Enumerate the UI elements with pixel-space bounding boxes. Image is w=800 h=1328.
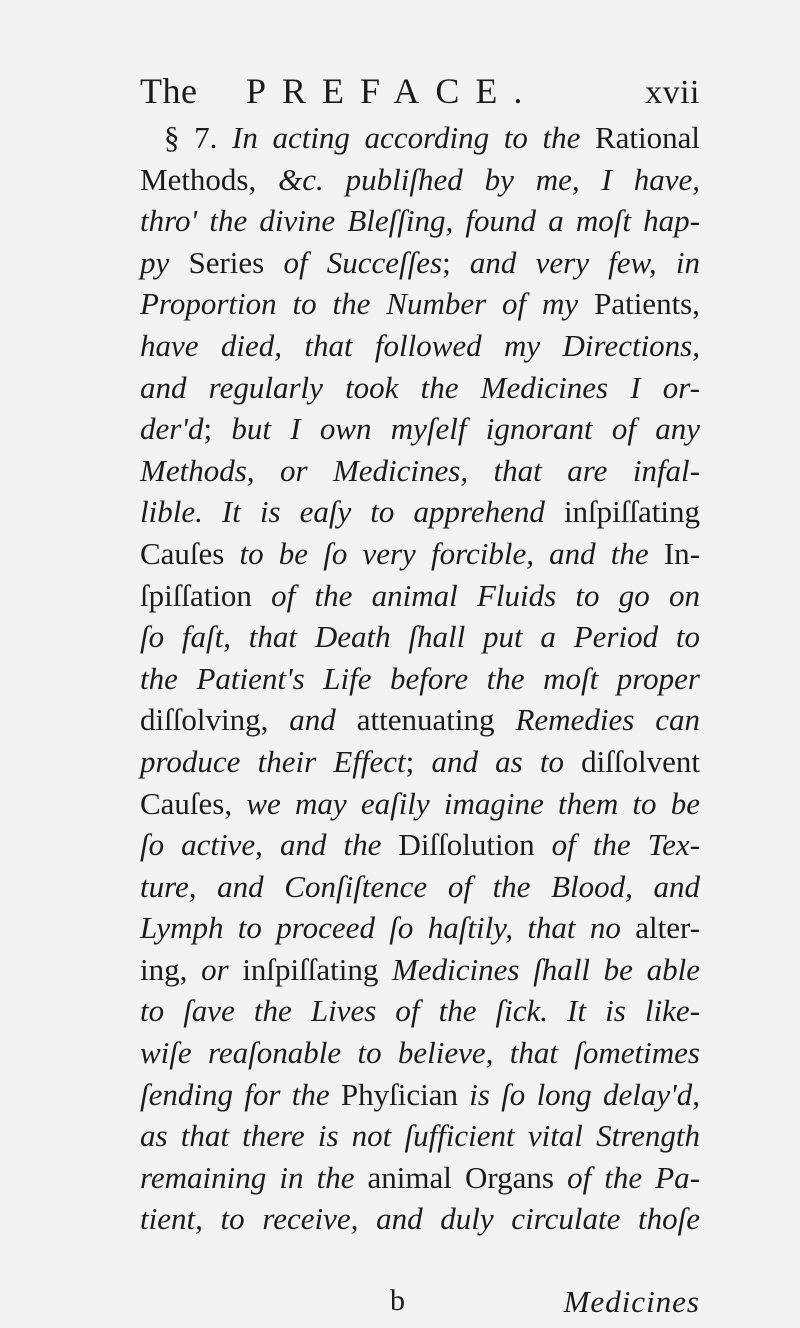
- text-line: as that there is not ſufficient vital Strength: [140, 1118, 700, 1154]
- text-line: produce their Effect; and as to diſſolvent: [140, 743, 700, 779]
- text-line: ſo faſt, that Death ſhall put a Period to: [140, 619, 700, 655]
- text-line: Proportion to the Number of my Patients,: [140, 286, 700, 322]
- text-line: § 7. In acting according to the Rational: [164, 120, 700, 155]
- text-line: ture, and Conſiſtence of the Blood, and: [140, 868, 700, 904]
- text-line: remaining in the animal Organs of the Pa-: [140, 1159, 700, 1195]
- text-line: der'd; but I own myſelf ignorant of any: [140, 411, 700, 447]
- running-head: [140, 70, 700, 116]
- running-head-the: The: [140, 71, 198, 111]
- text-line: Lymph to proceed ſo haſtily, that no alter-: [140, 910, 700, 946]
- page-footer: [140, 1284, 700, 1328]
- text-line: tient, to receive, and duly circulate thoſe: [140, 1201, 700, 1237]
- catchword: Medicines: [563, 1284, 700, 1319]
- text-line: ſo active, and the Diſſolution of the Tex-: [140, 827, 700, 863]
- text-line: have died, that followed my Directions,: [140, 327, 700, 363]
- text-line: Cauſes, we may eaſily imagine them to be: [140, 785, 700, 821]
- text-line: ſending for the Phyſician is ſo long delay'd,: [140, 1076, 700, 1112]
- text-line: to ſave the Lives of the ſick. It is like-: [140, 993, 700, 1029]
- page-number: xvii: [645, 74, 700, 111]
- text-line: ſpiſſation of the animal Fluids to go on: [140, 577, 701, 613]
- signature-mark: b: [390, 1284, 405, 1317]
- text-line: and regularly took the Medicines I or-: [140, 369, 700, 405]
- running-head-title: PREFACE.: [246, 71, 539, 111]
- text-line: py Series of Succeſſes; and very few, in: [140, 244, 700, 280]
- text-line: Cauſes to be ſo very forcible, and the In-: [140, 535, 700, 571]
- text-line: wiſe reaſonable to believe, that ſometimes: [140, 1035, 700, 1071]
- text-line: Methods, &c. publiſhed by me, I have,: [140, 161, 701, 197]
- text-line: ing, or inſpiſſating Medicines ſhall be able: [140, 951, 700, 987]
- text-line: Methods, or Medicines, that are infal-: [140, 452, 700, 488]
- preface-paragraph: [140, 117, 700, 1240]
- text-line: the Patient's Life before the moſt proper: [140, 660, 700, 696]
- text-line: diſſolving, and attenuating Remedies can: [140, 702, 700, 738]
- text-line: thro' the divine Bleſſing, found a moſt hap-: [140, 203, 700, 239]
- text-line: lible. It is eaſy to apprehend inſpiſſating: [140, 494, 700, 530]
